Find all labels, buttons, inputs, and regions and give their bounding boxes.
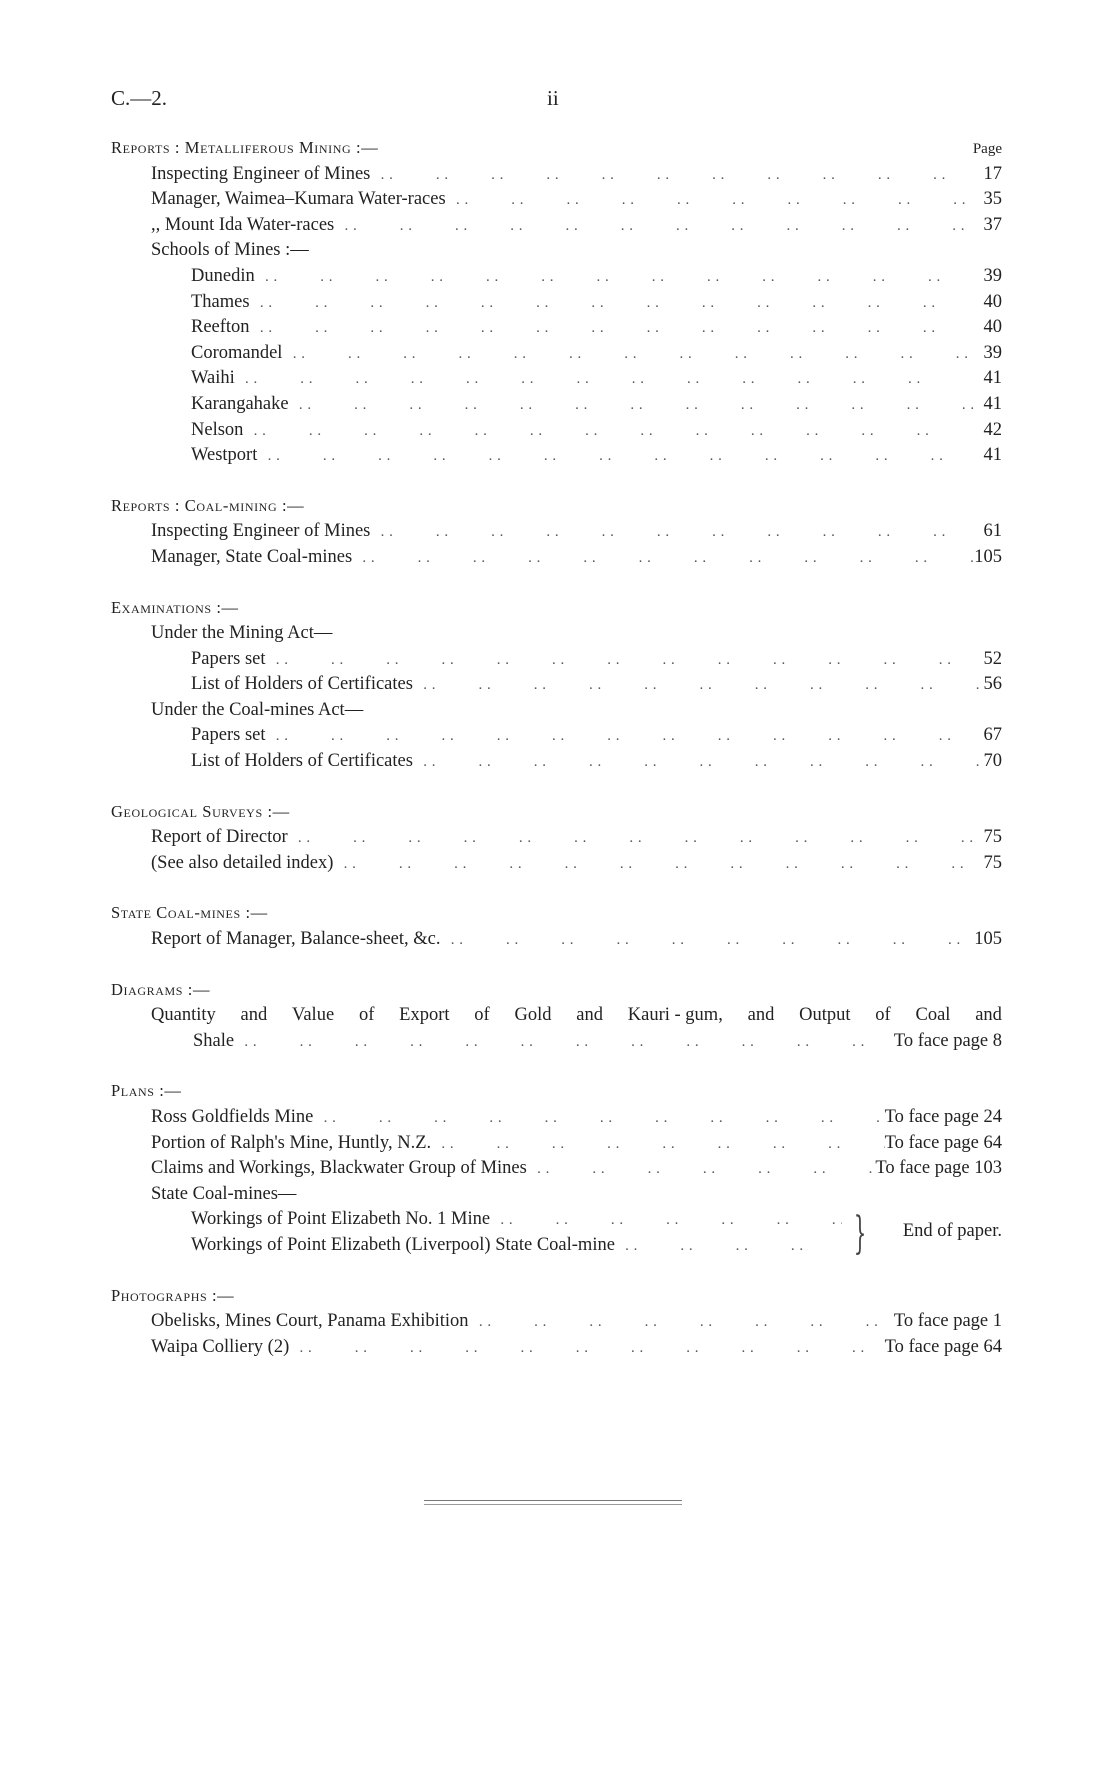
entry-label: Reefton	[191, 317, 250, 338]
entry-label: Under the Coal-mines Act—	[151, 699, 364, 720]
section-heading-text: Reports : Coal-mining :—	[111, 495, 305, 515]
section-heading	[111, 903, 1002, 929]
section-heading-text: Plans :—	[111, 1081, 182, 1101]
entry-page: End of paper.	[902, 1221, 1002, 1242]
page-column-label: Page	[972, 141, 1002, 157]
section-heading-text: State Coal-mines :—	[111, 903, 268, 923]
entry-page: 70	[983, 751, 1002, 772]
brace-symbol: }	[853, 1208, 867, 1260]
entry-label: Thames	[191, 291, 250, 312]
contents-entry	[111, 674, 1002, 700]
contents-entry	[111, 240, 1002, 266]
entry-label: Schools of Mines :—	[151, 240, 309, 261]
leader-dots	[352, 550, 974, 567]
entry-label: Portion of Ralph's Mine, Huntly, N.Z.	[151, 1132, 432, 1153]
contents-entry	[111, 215, 1002, 241]
diagram-title-line	[111, 1005, 1002, 1031]
leader-dots	[413, 754, 984, 771]
entry-label: State Coal-mines—	[151, 1183, 297, 1204]
section-heading	[111, 496, 1002, 522]
entry-page: 52	[983, 648, 1002, 669]
entry-page: 42	[983, 419, 1002, 440]
contents-entry	[111, 547, 1002, 573]
diagram-title-word: of	[358, 1005, 375, 1026]
leader-dots	[243, 423, 983, 440]
contents-entry	[111, 1107, 1002, 1133]
contents-entry	[111, 623, 1002, 649]
leader-dots	[441, 932, 975, 949]
leader-dots	[469, 1314, 894, 1331]
diagram-title-word: of	[474, 1005, 490, 1026]
leader-dots	[289, 1340, 884, 1357]
series-code: C.—2.	[111, 86, 168, 110]
contents-section	[111, 138, 1002, 471]
diagram-title-word: and	[747, 1005, 775, 1026]
contents-entry	[111, 700, 1002, 726]
section-heading	[111, 1286, 1002, 1312]
entry-label: List of Holders of Certificates	[191, 751, 413, 772]
leader-dots	[334, 218, 983, 235]
entry-page: 67	[983, 725, 1002, 746]
entry-label: Inspecting Engineer of Mines	[151, 521, 371, 542]
leader-dots	[250, 320, 984, 337]
entry-label: (See also detailed index)	[151, 852, 334, 873]
entry-page: 105	[974, 546, 1002, 567]
contents-section	[111, 496, 1002, 573]
diagrams-section	[111, 980, 1002, 1057]
entry-page: 40	[983, 291, 1002, 312]
contents-section	[111, 802, 1002, 879]
entry-label: Waihi	[191, 368, 235, 389]
contents-section	[111, 903, 1002, 954]
diagram-title-word: Kauri - gum,	[627, 1005, 723, 1026]
entry-label: Shale	[193, 1030, 235, 1051]
diagram-title-word: Output	[799, 1005, 851, 1026]
page-number-roman: ii	[547, 86, 559, 110]
section-heading-text: Photographs :—	[111, 1285, 235, 1305]
entry-page: 105	[974, 929, 1002, 950]
entry-label: ,, Mount Ida Water-races	[151, 214, 335, 235]
contents-entry	[111, 1158, 1002, 1184]
entry-page: 35	[983, 189, 1002, 210]
entry-label: Obelisks, Mines Court, Panama Exhibition	[151, 1311, 469, 1332]
diagram-title-word: and	[240, 1005, 268, 1026]
entry-page: 37	[983, 214, 1002, 235]
leader-dots	[431, 1136, 885, 1153]
contents-list	[111, 138, 1002, 1387]
diagram-title-word: Export	[399, 1005, 450, 1026]
leader-dots	[234, 1034, 894, 1051]
entry-label: Papers set	[191, 725, 266, 746]
entry-label: Manager, Waimea–Kumara Water-races	[151, 189, 446, 210]
section-heading	[111, 802, 1002, 828]
contents-entry	[111, 1209, 1002, 1235]
entry-label: Report of Director	[151, 827, 288, 848]
entry-page: 40	[983, 317, 1002, 338]
section-heading-text: Geological Surveys :—	[111, 801, 290, 821]
section-heading	[111, 138, 1002, 164]
leader-dots	[282, 346, 983, 363]
entry-page: 56	[983, 674, 1002, 695]
entry-label: Karangahake	[191, 393, 289, 414]
contents-entry	[111, 189, 1002, 215]
diagram-title-word: and	[975, 1005, 1002, 1026]
section-heading-text: Reports : Metalliferous Mining :—	[111, 138, 379, 157]
entry-label: Westport	[191, 445, 258, 466]
end-rule-secondary	[424, 1504, 682, 1505]
entry-label: List of Holders of Certificates	[191, 674, 413, 695]
leader-dots	[266, 652, 984, 669]
contents-entry	[111, 420, 1002, 446]
entry-label: Under the Mining Act—	[151, 623, 333, 644]
entry-page: 75	[983, 852, 1002, 873]
contents-entry	[111, 266, 1002, 292]
entry-page: To face page 8	[893, 1030, 1002, 1051]
contents-entry	[111, 445, 1002, 471]
entry-page: To face page 64	[884, 1132, 1002, 1153]
entry-page: 39	[983, 265, 1002, 286]
leader-dots	[288, 830, 984, 847]
plans-section	[111, 1081, 1002, 1260]
contents-entry	[111, 368, 1002, 394]
leader-dots	[370, 524, 983, 541]
contents-entry	[111, 1235, 1002, 1261]
contents-entry	[111, 1311, 1002, 1337]
end-rule	[424, 1500, 682, 1501]
leader-dots	[313, 1110, 884, 1127]
leader-dots	[266, 728, 984, 745]
entry-label: Workings of Point Elizabeth (Liverpool) State Coal-mine	[191, 1234, 615, 1255]
entry-label: Nelson	[191, 419, 244, 440]
leader-dots	[413, 677, 984, 694]
entry-page: 41	[983, 445, 1002, 466]
contents-entry	[111, 164, 1002, 190]
entry-label: Coromandel	[191, 342, 283, 363]
contents-entry	[111, 317, 1002, 343]
contents-entry	[111, 649, 1002, 675]
contents-entry	[111, 521, 1002, 547]
bracketed-entries	[111, 1209, 1002, 1260]
entry-label: Workings of Point Elizabeth No. 1 Mine	[191, 1209, 491, 1230]
entry-page: To face page 24	[884, 1107, 1002, 1127]
contents-entry	[111, 1031, 1002, 1057]
contents-entry	[111, 343, 1002, 369]
leader-dots	[615, 1238, 842, 1255]
entry-label: Report of Manager, Balance-sheet, &c.	[151, 929, 441, 950]
contents-entry	[111, 751, 1002, 777]
entry-page: 39	[983, 342, 1002, 363]
leader-dots	[333, 856, 983, 873]
contents-entry	[111, 1133, 1002, 1159]
contents-entry	[111, 394, 1002, 420]
entry-label: Ross Goldfields Mine	[151, 1107, 314, 1127]
contents-entry	[111, 292, 1002, 318]
leader-dots	[490, 1212, 842, 1229]
photographs-section	[111, 1286, 1002, 1363]
section-heading-text: Diagrams :—	[111, 979, 211, 999]
entry-page: To face page 64	[884, 1336, 1002, 1357]
diagram-title-word: Gold	[514, 1005, 552, 1026]
entry-label: Claims and Workings, Blackwater Group of Mines	[151, 1158, 527, 1179]
entry-label: Papers set	[191, 648, 266, 669]
leader-dots	[257, 448, 983, 465]
section-heading-text: Examinations :—	[111, 597, 239, 617]
leader-dots	[255, 269, 984, 286]
section-heading	[111, 1081, 1002, 1107]
section-heading	[111, 598, 1002, 624]
contents-section	[111, 598, 1002, 777]
contents-entry	[111, 853, 1002, 879]
entry-label: Inspecting Engineer of Mines	[151, 163, 371, 184]
entry-label: Manager, State Coal-mines	[151, 546, 353, 567]
diagram-title-word: Quantity	[151, 1005, 216, 1026]
contents-entry	[111, 1184, 1002, 1210]
diagram-title-word: and	[576, 1005, 603, 1026]
diagram-title-word: Value	[292, 1005, 335, 1026]
contents-entry	[111, 827, 1002, 853]
diagram-title-word: Coal	[915, 1005, 951, 1026]
entry-page: To face page 103	[875, 1158, 1002, 1179]
leader-dots	[446, 192, 984, 209]
leader-dots	[370, 167, 983, 184]
leader-dots	[250, 295, 984, 312]
section-heading	[111, 980, 1002, 1006]
leader-dots	[527, 1161, 876, 1178]
entry-page: 41	[983, 368, 1002, 389]
entry-page: 61	[983, 521, 1002, 542]
contents-entry	[111, 725, 1002, 751]
leader-dots	[289, 397, 984, 414]
leader-dots	[235, 371, 984, 388]
entry-page: 17	[983, 163, 1002, 184]
entry-label: Waipa Colliery (2)	[151, 1336, 290, 1357]
entry-page: To face page 1	[893, 1311, 1002, 1332]
contents-entry	[111, 929, 1002, 955]
entry-page: 75	[983, 827, 1002, 848]
entry-label: Dunedin	[191, 265, 255, 286]
entry-page: 41	[983, 393, 1002, 414]
diagram-title-word: of	[875, 1005, 891, 1026]
contents-entry	[111, 1337, 1002, 1363]
